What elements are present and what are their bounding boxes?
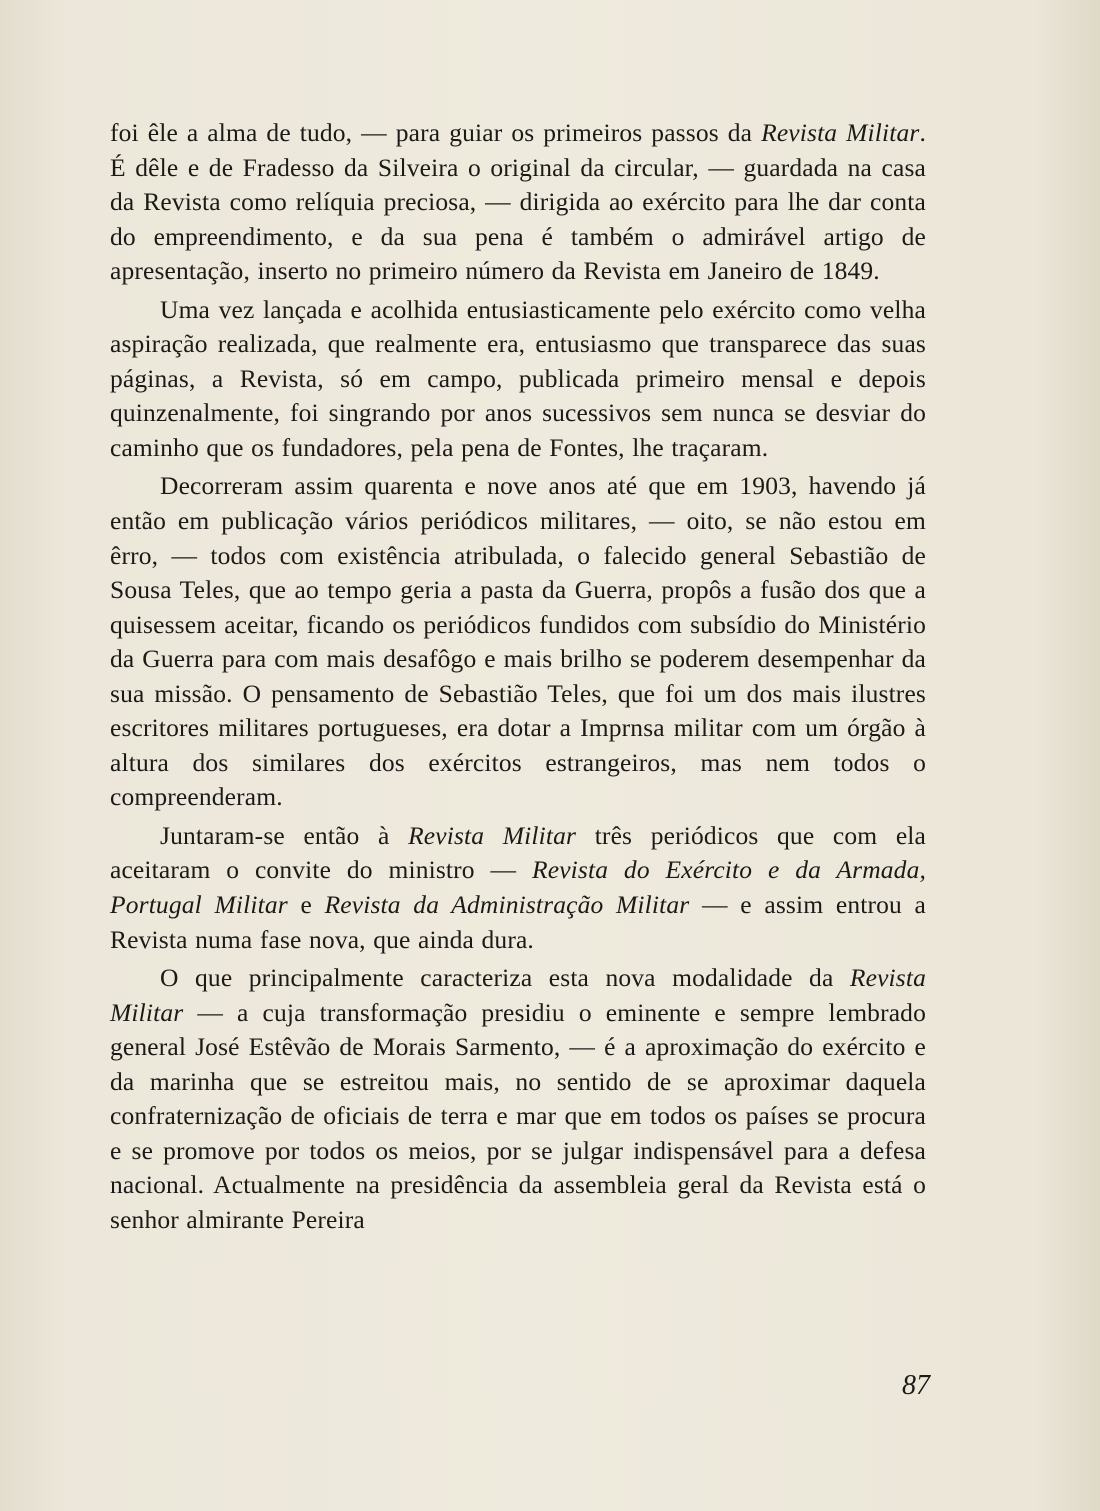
paragraph-5 xyxy=(110,961,926,1237)
text-segment: Juntaram-se então à xyxy=(160,820,409,850)
italic-title-segment: Revista Militar xyxy=(408,820,577,850)
text-segment: . É dêle e de Fradesso da Silveira o original da circular, — guardada na casa da Revista como relíquia preciosa, — dirigida ao exército para lhe dar conta do empreendimento, e da sua pena é também o admirável artigo de apresentação, inserto no primeiro número da Revista em Janeiro de 1849. xyxy=(110,118,926,286)
text-segment: três periódicos que com ela aceitaram o convite do ministro — xyxy=(110,820,926,885)
text-segment: — a cuja transformação presidiu o eminente e sempre lembrado general José Estêvão de Morais Sarmento, — é a aproximação do exército e da marinha que se estreitou mais, no sentido de se aproximar daquela confraternização de oficiais de terra e mar que em todos os países se procura e se promove por todos os meios, por se julgar indispensável para a defesa nacional. Actualmente na presidência da assembleia geral da Revista está o senhor almirante Pereira xyxy=(110,997,926,1234)
text-segment: O que principalmente caracteriza esta nova modalidade da xyxy=(160,963,850,993)
text-segment: e xyxy=(287,890,325,920)
paragraph-2 xyxy=(110,293,926,466)
italic-title-segment: Revista da Administração Militar xyxy=(324,890,690,920)
paragraph-1 xyxy=(110,116,926,289)
italic-title-segment: Revista do Exército e da Armada, Portugal Militar xyxy=(110,855,927,920)
text-segment: foi êle a alma de tudo, — para guiar os primeiros passos da xyxy=(110,118,762,147)
text-segment: Decorreram assim quarenta e nove anos até que em 1903, havendo já então em publicação vários periódicos militares, — oito, se não estou em êrro, — todos com existência atribulada, o falecido general Sebastião de Sousa Teles, que ao tempo geria a pasta da Guerra, propôs a fusão dos que a quisessem aceitar, ficando os periódicos fundidos com subsídio do Ministério da Guerra para com mais desafôgo e mais brilho se poderem desempenhar da sua missão. O pensamento de Sebastião Teles, que foi um dos mais ilustres escritores militares portugueses, era dotar a Imprnsa militar com um órgão à altura dos similares dos exércitos estrangeiros, mas nem todos o compreenderam. xyxy=(110,471,926,812)
body-text xyxy=(110,116,926,1238)
paragraph-4 xyxy=(110,819,926,957)
italic-title-segment: Revista Militar xyxy=(110,963,926,1027)
text-segment: — e assim entrou a Revista numa fase nova, que ainda dura. xyxy=(110,890,926,954)
paragraph-3 xyxy=(110,469,926,814)
italic-title-segment: Revista Militar xyxy=(761,118,920,147)
text-segment: Uma vez lançada e acolhida entusiasticamente pelo exército como velha aspiração realizada, que realmente era, entusiasmo que transparece das suas páginas, a Revista, só em campo, publicada primeiro mensal e depois quinzenalmente, foi singrando por anos sucessivos sem nunca se desviar do caminho que os fundadores, pela pena de Fontes, lhe traçaram. xyxy=(110,294,926,462)
page-number: 87 xyxy=(902,1370,930,1401)
